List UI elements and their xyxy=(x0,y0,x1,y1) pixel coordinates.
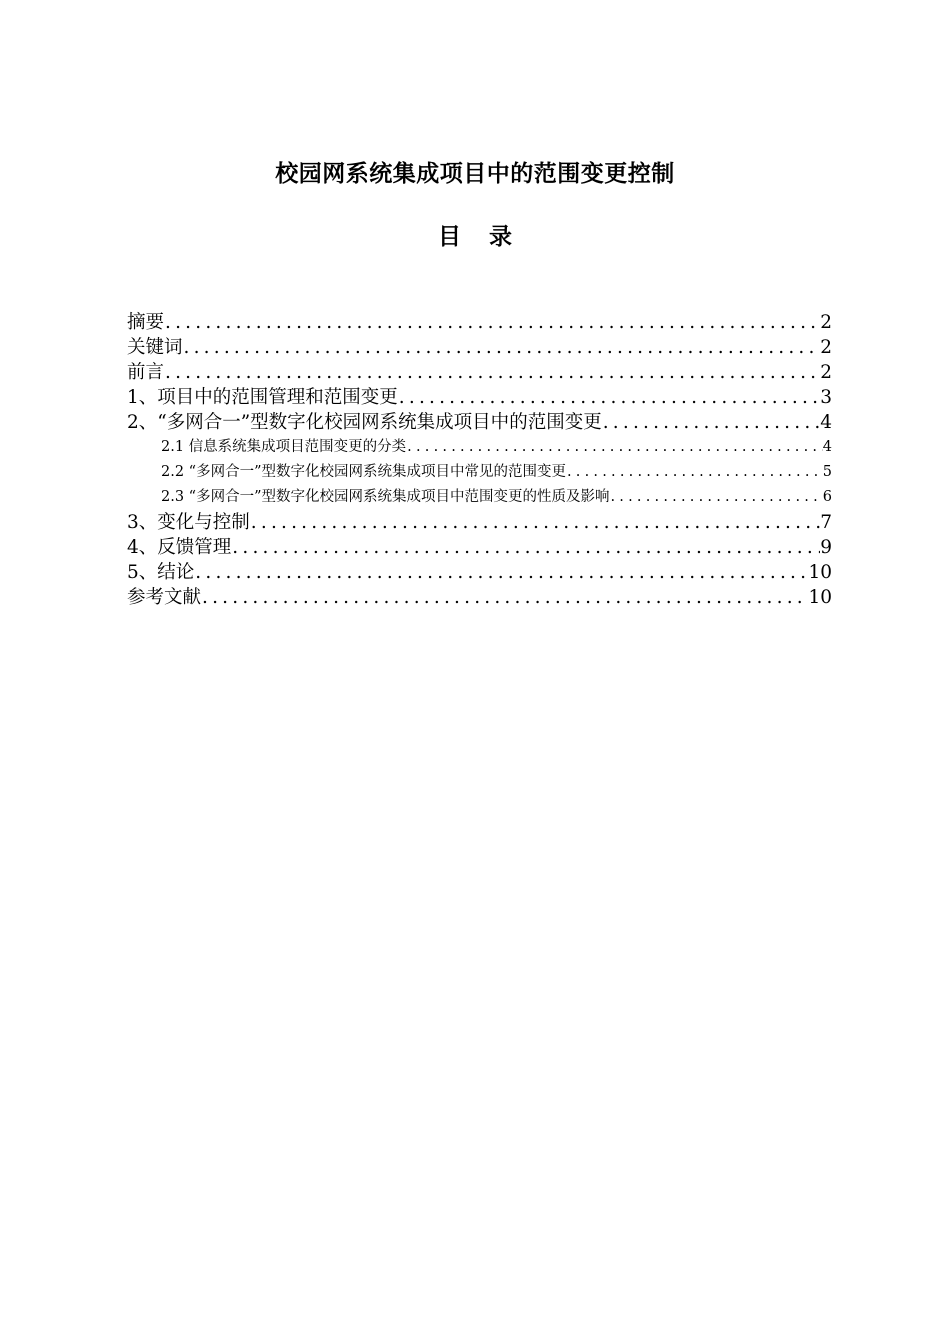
toc-subentry[interactable] xyxy=(127,485,832,510)
toc-subentry[interactable] xyxy=(127,435,832,460)
document-title: 校园网系统集成项目中的范围变更控制 xyxy=(275,161,675,187)
toc-leader-dots xyxy=(567,460,823,485)
toc-entry-page: 9 xyxy=(820,537,832,558)
toc-leader-dots xyxy=(165,310,820,335)
toc-entry-page: 3 xyxy=(820,387,832,408)
toc-entry-page: 2 xyxy=(820,312,832,333)
toc-leader-dots xyxy=(202,585,808,610)
toc-entry-label: 关键词 xyxy=(127,337,183,358)
toc-leader-dots xyxy=(184,335,821,360)
toc-entry-label: 2.3 “多网合一”型数字化校园网系统集成项目中范围变更的性质及影响 xyxy=(161,489,610,505)
toc-entry-label: 2.2 “多网合一”型数字化校园网系统集成项目中常见的范围变更 xyxy=(161,464,566,480)
toc-entry-page: 2 xyxy=(820,362,832,383)
toc-leader-dots xyxy=(399,385,820,410)
toc-entry[interactable] xyxy=(127,385,832,410)
toc-leader-dots xyxy=(251,510,820,535)
toc-entry-page: 4 xyxy=(820,412,832,433)
toc-entry[interactable] xyxy=(127,585,832,610)
toc-heading-char: 目 xyxy=(438,224,461,250)
toc-leader-dots xyxy=(232,535,820,560)
toc-entry-label: 1、项目中的范围管理和范围变更 xyxy=(127,387,398,408)
toc-leader-dots xyxy=(407,435,823,460)
toc-entry-label: 3、变化与控制 xyxy=(127,512,250,533)
toc-entry-page: 5 xyxy=(822,464,832,480)
toc-leader-dots xyxy=(165,360,820,385)
toc-entry-label: 前言 xyxy=(127,362,165,383)
toc-entry-label: 摘要 xyxy=(127,312,165,333)
toc-entry[interactable] xyxy=(127,360,832,385)
toc-subentry[interactable] xyxy=(127,460,832,485)
toc-entry-label: 2.1 信息系统集成项目范围变更的分类 xyxy=(161,439,407,455)
toc-entry-page: 7 xyxy=(820,512,832,533)
toc-entry-page: 6 xyxy=(822,489,832,505)
toc-entry-page: 2 xyxy=(820,337,832,358)
toc-entry[interactable] xyxy=(127,410,832,435)
toc-entry-page: 10 xyxy=(808,587,832,608)
toc-entry[interactable] xyxy=(127,535,832,560)
toc-entry[interactable] xyxy=(127,335,832,360)
toc-entry-label: 5、结论 xyxy=(127,562,195,583)
toc-entry-page: 10 xyxy=(808,562,832,583)
toc-entry[interactable] xyxy=(127,560,832,585)
toc-entry-label: 2、“多网合一”型数字化校园网系统集成项目中的范围变更 xyxy=(127,412,602,433)
toc-entry[interactable] xyxy=(127,310,832,335)
toc-entry-page: 4 xyxy=(822,439,832,455)
toc-entry-label: 参考文献 xyxy=(127,587,202,608)
table-of-contents xyxy=(127,310,832,610)
toc-entry-label: 4、反馈管理 xyxy=(127,537,232,558)
toc-entry[interactable] xyxy=(127,510,832,535)
toc-heading xyxy=(0,220,950,254)
toc-leader-dots xyxy=(195,560,808,585)
toc-leader-dots xyxy=(611,485,823,510)
toc-leader-dots xyxy=(603,410,821,435)
toc-heading-char: 录 xyxy=(489,224,512,250)
